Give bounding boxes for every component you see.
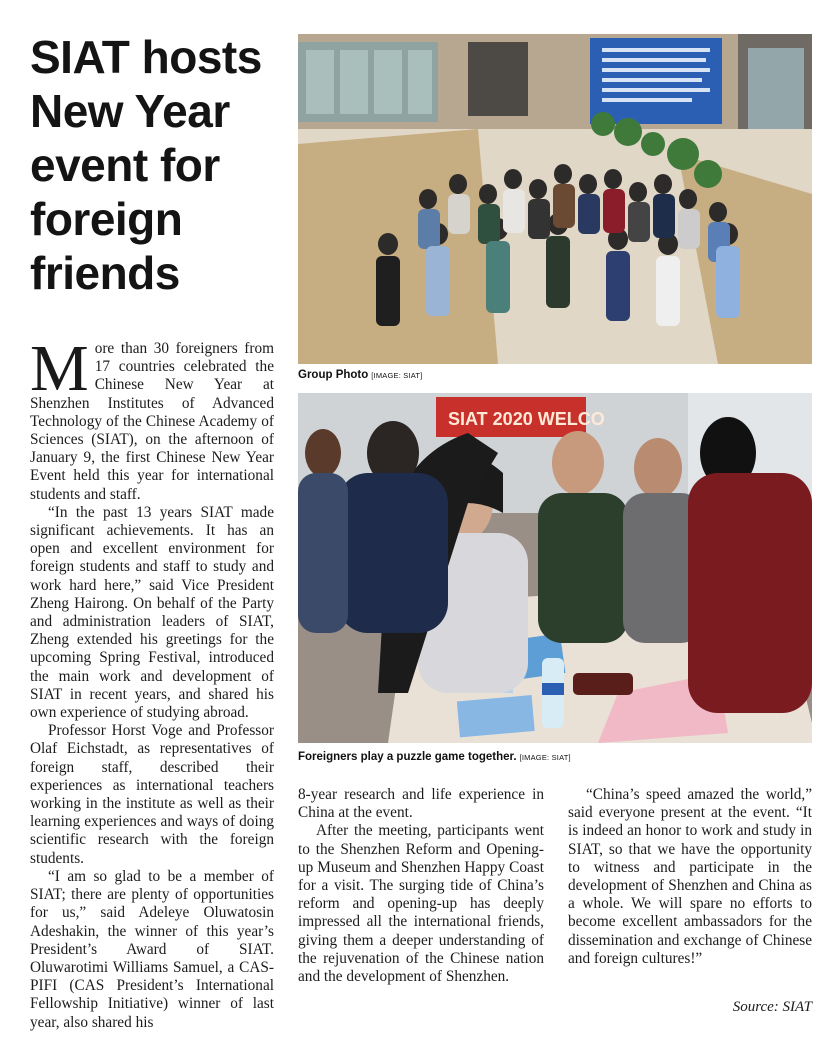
source-credit: Source: SIAT	[732, 999, 812, 1015]
paragraph: “China’s speed amazed the world,” said everyone present at the event. “It is indeed an honor to work and study in SIAT, so that we have the opportunity to witness and participate in the development of Shenzhen and China as a whole. We will spare no efforts to become excellent ambassadors for the dissemination and exchange of Chinese and foreign cultures!”	[568, 786, 812, 967]
caption-text: Foreigners play a puzzle game together.	[298, 751, 517, 763]
photo-caption	[298, 751, 571, 763]
image-credit: [IMAGE: SIAT]	[519, 753, 571, 762]
paragraph: After the meeting, participants went to the Shenzhen Reform and Opening-up Museum and Shenzhen Happy Coast for a visit. The surging tide of China’s reform and opening-up has deeply impressed all the international friends, giving them a deeper understanding of the rejuvenation of the Chinese nation and the development of Shenzhen.	[298, 822, 544, 986]
photo-caption	[298, 369, 422, 381]
group-photo	[298, 34, 812, 364]
headline-line: friends	[30, 247, 180, 299]
paragraph: 8-year research and life experience in China at the event.	[298, 786, 544, 822]
headline-line: foreign	[30, 193, 183, 245]
article-column-1	[30, 332, 274, 1032]
paragraph: “In the past 13 years SIAT made significant achievements. It has an open and excellent environment for foreign students and staff to study and work hard here,” said Vice President Zheng Hairong. On behalf of the Party and administration leaders of SIAT, Zheng extended his greetings for the upcoming Spring Festival, introduced the main work and development of SIAT in recent years, and shared his own experience of studying abroad.	[30, 503, 274, 722]
article-column-3	[568, 786, 812, 968]
headline-line: event for	[30, 139, 220, 191]
paragraph: Professor Horst Voge and Professor Olaf Eichstadt, as representatives of foreign staff, described their experiences as international teachers working in the institute as well as their learning experiences and ways of doing scientific research with the foreign students.	[30, 722, 274, 867]
headline-line: SIAT hosts	[30, 31, 262, 83]
drop-cap: M	[30, 332, 89, 405]
article-column-2	[298, 786, 544, 986]
puzzle-photo-illustration	[298, 393, 812, 743]
banner-text: SIAT 2020 WELCO	[448, 409, 605, 429]
paragraph	[30, 332, 274, 504]
caption-text: Group Photo	[298, 369, 369, 381]
headline	[30, 30, 280, 300]
group-photo-illustration	[298, 34, 812, 364]
puzzle-game-photo	[298, 393, 812, 743]
paragraph: “I am so glad to be a member of SIAT; there are plenty of opportunities for us,” said Adeleye Oluwatosin Adeshakin, the winner of this year’s President’s Award of SIAT. Oluwarotimi Williams Samuel, a CAS-PIFI (CAS President’s International Fellowship Initiative) winner of last year, also shared his	[30, 867, 274, 1031]
paragraph-text: ore than 30 foreigners from 17 countries celebrated the Chinese New Year at Shenzhen Institutes of Advanced Technology of the Chinese Academy of Sciences (SIAT), on the afternoon of January 9, the first Chinese New Year Event held this year for international students and staff.	[30, 340, 274, 503]
image-credit: [IMAGE: SIAT]	[371, 371, 423, 380]
headline-line: New Year	[30, 85, 230, 137]
